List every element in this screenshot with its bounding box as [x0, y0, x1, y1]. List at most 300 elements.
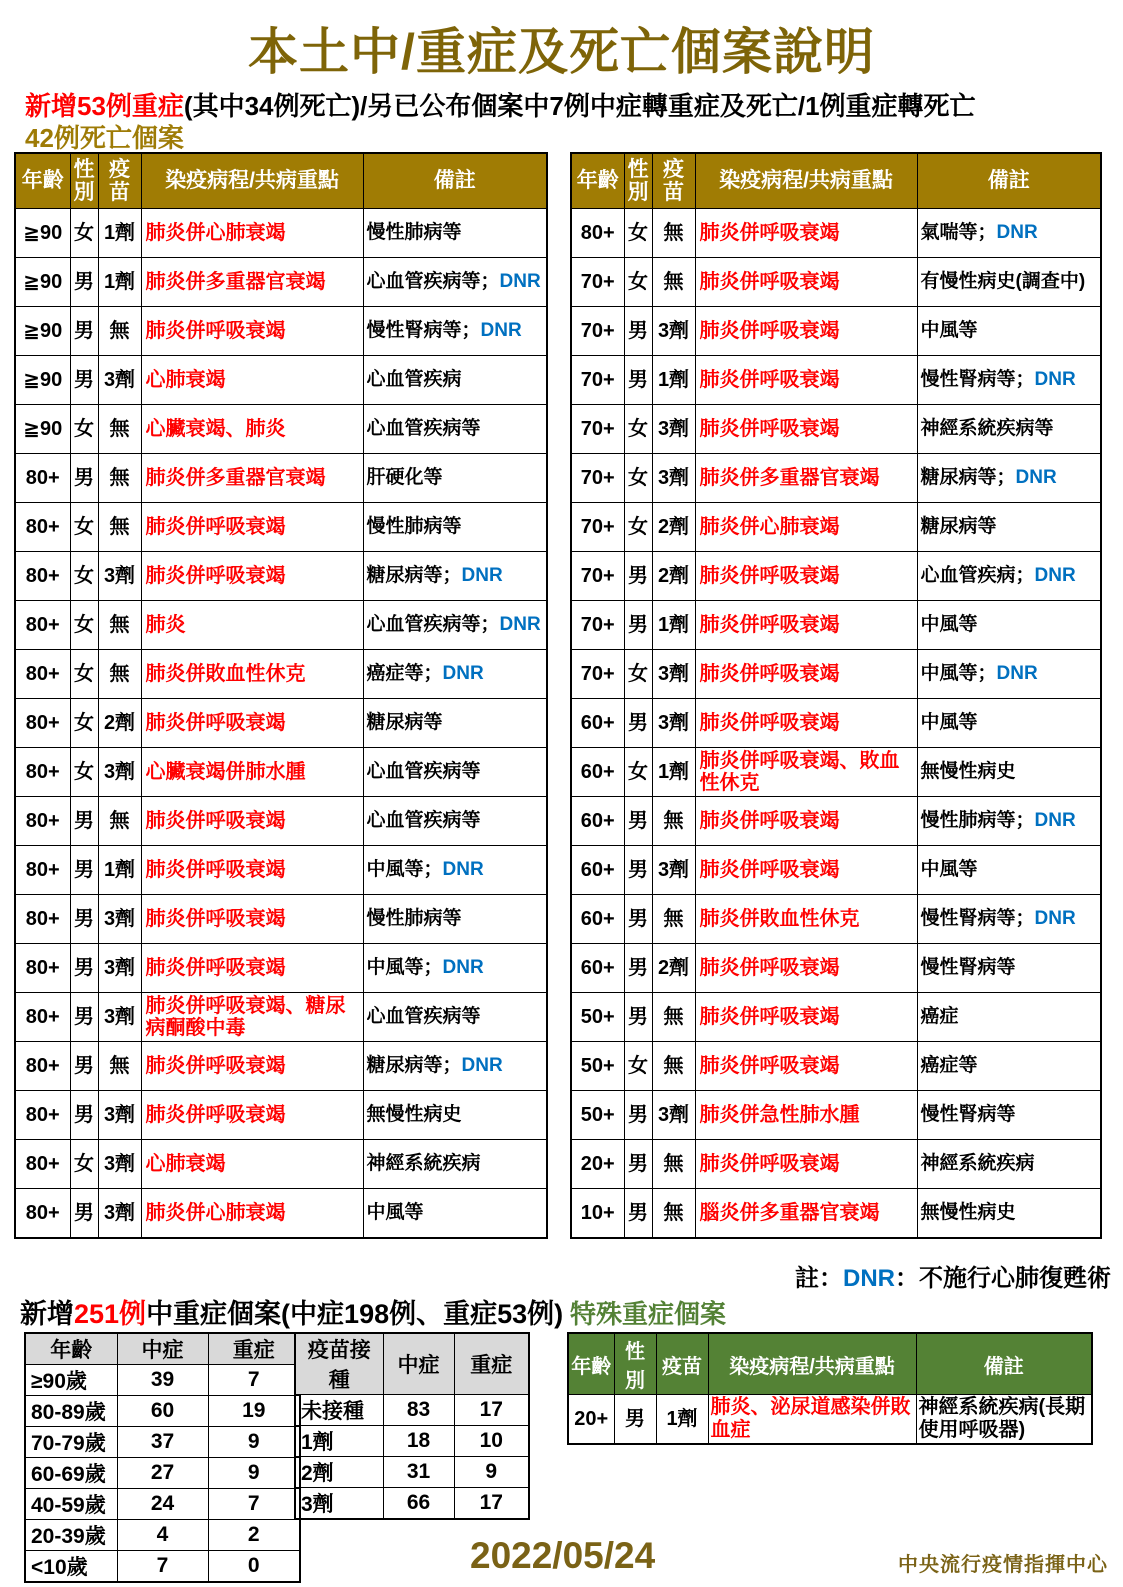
vaccine-cell: 1劑: [656, 1395, 708, 1445]
col-header-vaccine-status: 疫苗接種: [295, 1333, 383, 1395]
age-cell: 80+: [15, 1042, 70, 1091]
col-header-severe: 重症: [454, 1333, 529, 1395]
sex-cell: 男: [624, 797, 652, 846]
vaccine-cell: 1劑: [652, 601, 695, 650]
note-cell: 癌症等: [917, 1042, 1101, 1091]
vaccine-cell: 無: [98, 503, 141, 552]
severe-count-cell: 7: [208, 1489, 300, 1520]
sex-cell: 男: [70, 895, 98, 944]
vaccine-cell: 無: [652, 258, 695, 307]
course-cell: 肺炎併呼吸衰竭: [695, 846, 917, 895]
death-case-row: [15, 699, 547, 748]
dnr-label: DNR: [461, 564, 503, 586]
vaccine-distribution-table: [294, 1332, 530, 1520]
course-cell: 肺炎: [141, 601, 363, 650]
course-cell: 肺炎併呼吸衰竭: [141, 846, 363, 895]
sex-cell: 女: [624, 1042, 652, 1091]
sex-cell: 男: [70, 797, 98, 846]
report-date: 2022/05/24: [470, 1535, 656, 1576]
note-cell: 心血管疾病等: [363, 993, 547, 1042]
note-cell: 糖尿病等；DNR: [363, 1042, 547, 1091]
course-cell: 肺炎併呼吸衰竭: [695, 405, 917, 454]
note-cell: 肝硬化等: [363, 454, 547, 503]
vaccine-group-row: [295, 1395, 529, 1426]
age-group-row: [25, 1365, 300, 1396]
vaccine-cell: 3劑: [98, 1140, 141, 1189]
sex-cell: 女: [70, 405, 98, 454]
age-cell: 10+: [571, 1189, 624, 1239]
course-cell: 肺炎併呼吸衰竭: [141, 797, 363, 846]
death-case-row: [571, 209, 1101, 258]
moderate-count-cell: 39: [117, 1365, 208, 1396]
vaccine-cell: 3劑: [98, 748, 141, 797]
note-cell: 慢性腎病等；DNR: [917, 895, 1101, 944]
vaccine-cell: 2劑: [98, 699, 141, 748]
death-case-row: [571, 1042, 1101, 1091]
age-cell: 60+: [571, 748, 624, 797]
dnr-label: DNR: [442, 662, 484, 684]
age-cell: 80+: [571, 209, 624, 258]
course-cell: 心肺衰竭: [141, 1140, 363, 1189]
vaccine-cell: 無: [652, 209, 695, 258]
death-case-row: [15, 552, 547, 601]
note-cell: 神經系統疾病: [917, 1140, 1101, 1189]
moderate-count-cell: 7: [117, 1551, 208, 1583]
heading-post: 中重症個案(中症198例、重症53例): [146, 1299, 564, 1329]
age-cell: 80+: [15, 601, 70, 650]
col-header-sex: 性別: [624, 153, 652, 209]
note-cell: 慢性肺病等: [363, 895, 547, 944]
note-cell: 慢性腎病等: [917, 944, 1101, 993]
age-cell: 80+: [15, 650, 70, 699]
age-distribution-table: [24, 1332, 301, 1583]
vaccine-cell: 1劑: [98, 258, 141, 307]
vaccine-group-row: [295, 1457, 529, 1488]
death-table-right: [570, 152, 1102, 1239]
category-cell: 3劑: [295, 1488, 383, 1520]
col-header-note: 備註: [917, 153, 1101, 209]
course-cell: 肺炎併呼吸衰竭: [695, 944, 917, 993]
age-cell: 70+: [571, 307, 624, 356]
age-cell: ≧90: [15, 209, 70, 258]
moderate-count-cell: 66: [383, 1488, 454, 1520]
course-cell: 肺炎併敗血性休克: [695, 895, 917, 944]
death-case-row: [15, 503, 547, 552]
note-cell: 氣喘等；DNR: [917, 209, 1101, 258]
col-header-moderate: 中症: [383, 1333, 454, 1395]
age-cell: 50+: [571, 1091, 624, 1140]
sex-cell: 女: [70, 503, 98, 552]
death-case-row: [15, 1091, 547, 1140]
sex-cell: 男: [70, 454, 98, 503]
age-cell: ≧90: [15, 356, 70, 405]
sex-cell: 女: [70, 748, 98, 797]
note-cell: 神經系統疾病等: [917, 405, 1101, 454]
death-case-row: [571, 748, 1101, 797]
age-group-row: [25, 1458, 300, 1489]
sex-cell: 男: [624, 699, 652, 748]
death-case-row: [15, 748, 547, 797]
death-case-row: [571, 1189, 1101, 1239]
course-cell: 肺炎併呼吸衰竭、敗血性休克: [695, 748, 917, 797]
col-header-sex: 性別: [70, 153, 98, 209]
death-case-row: [571, 650, 1101, 699]
course-cell: 肺炎併呼吸衰竭: [141, 895, 363, 944]
course-cell: 心臟衰竭併肺水腫: [141, 748, 363, 797]
moderate-count-cell: 37: [117, 1427, 208, 1458]
note-cell: 中風等: [917, 846, 1101, 895]
age-cell: ≧90: [15, 307, 70, 356]
note-cell: 心血管疾病等；DNR: [363, 601, 547, 650]
vaccine-cell: 2劑: [652, 944, 695, 993]
sex-cell: 女: [70, 209, 98, 258]
sex-cell: 女: [70, 552, 98, 601]
special-case-row: [568, 1395, 1092, 1445]
dnr-label: DNR: [499, 270, 541, 292]
vaccine-cell: 3劑: [98, 552, 141, 601]
vaccine-cell: 3劑: [652, 405, 695, 454]
vaccine-cell: 3劑: [652, 650, 695, 699]
category-cell: 70-79歲: [25, 1427, 117, 1458]
age-cell: 50+: [571, 1042, 624, 1091]
vaccine-cell: 無: [98, 601, 141, 650]
course-cell: 肺炎併急性肺水腫: [695, 1091, 917, 1140]
vaccine-cell: 無: [98, 307, 141, 356]
category-cell: 60-69歲: [25, 1458, 117, 1489]
death-case-row: [571, 552, 1101, 601]
age-cell: ≧90: [15, 405, 70, 454]
course-cell: 肺炎併呼吸衰竭: [141, 1042, 363, 1091]
col-header-note: 備註: [363, 153, 547, 209]
age-cell: 80+: [15, 1189, 70, 1239]
footnote-post: ：不施行心肺復甦術: [895, 1265, 1111, 1292]
death-case-row: [571, 944, 1101, 993]
sex-cell: 男: [70, 1091, 98, 1140]
death-case-row: [15, 356, 547, 405]
note-cell: 糖尿病等: [917, 503, 1101, 552]
subtitle-highlight: 新增53例重症: [25, 91, 184, 121]
death-case-row: [571, 797, 1101, 846]
col-header-course: 染疫病程/共病重點: [695, 153, 917, 209]
col-header-vaccine: 疫苗: [656, 1333, 708, 1395]
severe-count-cell: 10: [454, 1426, 529, 1457]
vaccine-cell: 1劑: [652, 356, 695, 405]
course-cell: 肺炎併呼吸衰竭: [695, 650, 917, 699]
course-cell: 肺炎併呼吸衰竭: [695, 209, 917, 258]
death-case-row: [571, 1091, 1101, 1140]
footnote-pre: 註：: [795, 1265, 843, 1292]
course-cell: 腦炎併多重器官衰竭: [695, 1189, 917, 1239]
vaccine-cell: 無: [652, 1042, 695, 1091]
course-cell: 肺炎併呼吸衰竭: [695, 699, 917, 748]
sex-cell: 女: [624, 209, 652, 258]
note-cell: 中風等；DNR: [363, 944, 547, 993]
severe-count-cell: 9: [454, 1457, 529, 1488]
age-cell: 80+: [15, 846, 70, 895]
age-cell: 80+: [15, 895, 70, 944]
age-cell: 60+: [571, 699, 624, 748]
age-cell: 60+: [571, 846, 624, 895]
vaccine-cell: 無: [652, 1140, 695, 1189]
col-header-vaccine: 疫苗: [652, 153, 695, 209]
death-case-row: [571, 258, 1101, 307]
sex-cell: 男: [624, 601, 652, 650]
note-cell: 慢性腎病等；DNR: [917, 356, 1101, 405]
death-table-left-header-row: [15, 153, 547, 209]
category-cell: 未接種: [295, 1395, 383, 1426]
dnr-label: DNR: [442, 858, 484, 880]
course-cell: 肺炎併多重器官衰竭: [695, 454, 917, 503]
special-case-table: [567, 1332, 1093, 1445]
age-cell: 70+: [571, 552, 624, 601]
col-header-moderate: 中症: [117, 1333, 208, 1365]
col-header-age: 年齡: [571, 153, 624, 209]
category-cell: 20-39歲: [25, 1520, 117, 1551]
dnr-footnote: [565, 1258, 1111, 1293]
sex-cell: 女: [624, 650, 652, 699]
dnr-label: DNR: [1034, 368, 1076, 390]
moderate-count-cell: 27: [117, 1458, 208, 1489]
col-header-age: 年齡: [15, 153, 70, 209]
category-cell: <10歲: [25, 1551, 117, 1583]
vaccine-cell: 3劑: [98, 1091, 141, 1140]
course-cell: 肺炎併呼吸衰竭: [695, 601, 917, 650]
note-cell: 癌症: [917, 993, 1101, 1042]
note-cell: 中風等: [363, 1189, 547, 1239]
death-case-row: [15, 846, 547, 895]
sex-cell: 女: [70, 699, 98, 748]
vaccine-cell: 無: [652, 993, 695, 1042]
moderate-count-cell: 31: [383, 1457, 454, 1488]
note-cell: 心血管疾病等: [363, 405, 547, 454]
severe-count-cell: 17: [454, 1488, 529, 1520]
course-cell: 肺炎併心肺衰竭: [141, 1189, 363, 1239]
severe-count-cell: 19: [208, 1396, 300, 1427]
subtitle-rest: (其中34例死亡)/另已公布個案中7例中症轉重症及死亡/1例重症轉死亡: [183, 91, 976, 121]
vaccine-cell: 3劑: [652, 846, 695, 895]
col-header-severe: 重症: [208, 1333, 300, 1365]
course-cell: 心臟衰竭、肺炎: [141, 405, 363, 454]
special-case-heading: 特殊重症個案: [570, 1299, 727, 1329]
age-group-row: [25, 1551, 300, 1583]
sex-cell: 男: [70, 356, 98, 405]
vaccine-cell: 無: [98, 797, 141, 846]
severe-count-cell: 7: [208, 1365, 300, 1396]
category-cell: 2劑: [295, 1457, 383, 1488]
death-case-row: [15, 405, 547, 454]
vaccine-cell: 無: [98, 650, 141, 699]
organization-name: 中央流行疫情指揮中心: [898, 1554, 1108, 1576]
severe-count-cell: 2: [208, 1520, 300, 1551]
age-cell: 70+: [571, 258, 624, 307]
death-case-row: [571, 405, 1101, 454]
dnr-label: DNR: [996, 662, 1038, 684]
vaccine-cell: 2劑: [652, 552, 695, 601]
category-cell: ≥90歲: [25, 1365, 117, 1396]
dnr-label: DNR: [499, 613, 541, 635]
age-group-row: [25, 1520, 300, 1551]
age-cell: 80+: [15, 503, 70, 552]
course-cell: 肺炎、泌尿道感染併敗血症: [708, 1395, 916, 1445]
death-table-right-header-row: [571, 153, 1101, 209]
death-case-row: [571, 1140, 1101, 1189]
death-case-row: [15, 895, 547, 944]
sex-cell: 男: [70, 1189, 98, 1239]
vaccine-cell: 3劑: [652, 699, 695, 748]
note-cell: 慢性腎病等；DNR: [363, 307, 547, 356]
course-cell: 肺炎併呼吸衰竭: [695, 307, 917, 356]
vaccine-cell: 3劑: [652, 454, 695, 503]
course-cell: 肺炎併呼吸衰竭: [695, 797, 917, 846]
severe-count-cell: 9: [208, 1427, 300, 1458]
note-cell: 心血管疾病等；DNR: [363, 258, 547, 307]
death-case-row: [15, 1189, 547, 1239]
death-case-row: [15, 307, 547, 356]
sex-cell: 男: [624, 1189, 652, 1239]
note-cell: 中風等；DNR: [917, 650, 1101, 699]
sex-cell: 女: [70, 601, 98, 650]
death-case-row: [571, 601, 1101, 650]
death-case-row: [571, 454, 1101, 503]
sex-cell: 男: [624, 846, 652, 895]
age-cell: 80+: [15, 699, 70, 748]
note-cell: 神經系統疾病(長期使用呼吸器): [916, 1395, 1092, 1445]
sex-cell: 女: [624, 258, 652, 307]
course-cell: 肺炎併敗血性休克: [141, 650, 363, 699]
note-cell: 中風等: [917, 601, 1101, 650]
vaccine-cell: 無: [652, 797, 695, 846]
severe-count-cell: 9: [208, 1458, 300, 1489]
age-cell: 70+: [571, 454, 624, 503]
age-cell: 70+: [571, 503, 624, 552]
sex-cell: 男: [624, 895, 652, 944]
vaccine-group-row: [295, 1426, 529, 1457]
vaccine-cell: 無: [98, 1042, 141, 1091]
course-cell: 肺炎併多重器官衰竭: [141, 454, 363, 503]
age-cell: 80+: [15, 1140, 70, 1189]
course-cell: 肺炎併呼吸衰竭: [141, 307, 363, 356]
moderate-count-cell: 4: [117, 1520, 208, 1551]
death-case-row: [571, 699, 1101, 748]
course-cell: 肺炎併呼吸衰竭: [695, 552, 917, 601]
col-header-age: 年齡: [25, 1333, 117, 1365]
course-cell: 肺炎併多重器官衰竭: [141, 258, 363, 307]
col-header-note: 備註: [916, 1333, 1092, 1395]
death-case-row: [15, 601, 547, 650]
note-cell: 無慢性病史: [917, 748, 1101, 797]
col-header-vaccine: 疫苗: [98, 153, 141, 209]
vaccine-cell: 3劑: [98, 993, 141, 1042]
vaccine-cell: 1劑: [98, 209, 141, 258]
dnr-label: DNR: [1034, 907, 1076, 929]
note-cell: 慢性肺病等: [363, 209, 547, 258]
note-cell: 慢性肺病等: [363, 503, 547, 552]
death-case-row: [15, 454, 547, 503]
note-cell: 糖尿病等: [363, 699, 547, 748]
sex-cell: 女: [624, 748, 652, 797]
note-cell: 慢性腎病等: [917, 1091, 1101, 1140]
sex-cell: 男: [624, 552, 652, 601]
course-cell: 肺炎併心肺衰竭: [141, 209, 363, 258]
age-cell: 50+: [571, 993, 624, 1042]
special-table-header-row: [568, 1333, 1092, 1395]
death-case-row: [15, 1042, 547, 1091]
page-title: 本土中/重症及死亡個案說明: [248, 24, 875, 80]
death-case-row: [15, 944, 547, 993]
age-cell: 80+: [15, 552, 70, 601]
age-cell: ≧90: [15, 258, 70, 307]
sex-cell: 男: [614, 1395, 656, 1445]
moderate-count-cell: 24: [117, 1489, 208, 1520]
vaccine-cell: 3劑: [98, 1189, 141, 1239]
course-cell: 肺炎併呼吸衰竭: [695, 1140, 917, 1189]
age-cell: 80+: [15, 748, 70, 797]
course-cell: 肺炎併呼吸衰竭、糖尿病酮酸中毒: [141, 993, 363, 1042]
category-cell: 40-59歲: [25, 1489, 117, 1520]
age-cell: 70+: [571, 356, 624, 405]
moderate-severe-heading: [20, 1292, 563, 1331]
note-cell: 無慢性病史: [917, 1189, 1101, 1239]
age-cell: 80+: [15, 797, 70, 846]
severe-count-cell: 0: [208, 1551, 300, 1583]
vaccine-cell: 無: [98, 454, 141, 503]
sex-cell: 女: [624, 405, 652, 454]
course-cell: 肺炎併呼吸衰竭: [695, 1042, 917, 1091]
death-case-row: [15, 1140, 547, 1189]
vaccine-cell: 3劑: [98, 944, 141, 993]
age-cell: 70+: [571, 405, 624, 454]
note-cell: 無慢性病史: [363, 1091, 547, 1140]
sex-cell: 男: [70, 1042, 98, 1091]
age-cell: 60+: [571, 797, 624, 846]
age-cell: 80+: [15, 1091, 70, 1140]
note-cell: 慢性肺病等；DNR: [917, 797, 1101, 846]
death-case-row: [15, 993, 547, 1042]
course-cell: 肺炎併呼吸衰竭: [141, 503, 363, 552]
vaccine-cell: 3劑: [98, 895, 141, 944]
sex-cell: 男: [624, 1140, 652, 1189]
dnr-label: DNR: [442, 956, 484, 978]
age-cell: 70+: [571, 601, 624, 650]
age-table-header-row: [25, 1333, 300, 1365]
age-cell: 60+: [571, 895, 624, 944]
course-cell: 心肺衰竭: [141, 356, 363, 405]
note-cell: 癌症等；DNR: [363, 650, 547, 699]
vaccine-cell: 3劑: [652, 307, 695, 356]
heading-pre: 新增: [20, 1299, 74, 1329]
sex-cell: 男: [624, 356, 652, 405]
sex-cell: 男: [624, 993, 652, 1042]
age-cell: 80+: [15, 454, 70, 503]
col-header-course: 染疫病程/共病重點: [141, 153, 363, 209]
note-cell: 有慢性病史(調查中): [917, 258, 1101, 307]
course-cell: 肺炎併呼吸衰竭: [695, 258, 917, 307]
sex-cell: 女: [624, 503, 652, 552]
death-case-row: [15, 258, 547, 307]
vaccine-cell: 2劑: [652, 503, 695, 552]
sex-cell: 男: [70, 846, 98, 895]
course-cell: 肺炎併呼吸衰竭: [141, 699, 363, 748]
note-cell: 糖尿病等；DNR: [363, 552, 547, 601]
category-cell: 1劑: [295, 1426, 383, 1457]
col-header-course: 染疫病程/共病重點: [708, 1333, 916, 1395]
age-cell: 60+: [571, 944, 624, 993]
footnote-dnr-label: DNR: [843, 1265, 895, 1292]
sex-cell: 男: [624, 307, 652, 356]
sex-cell: 女: [624, 454, 652, 503]
note-cell: 心血管疾病；DNR: [917, 552, 1101, 601]
vaccine-cell: 1劑: [652, 748, 695, 797]
